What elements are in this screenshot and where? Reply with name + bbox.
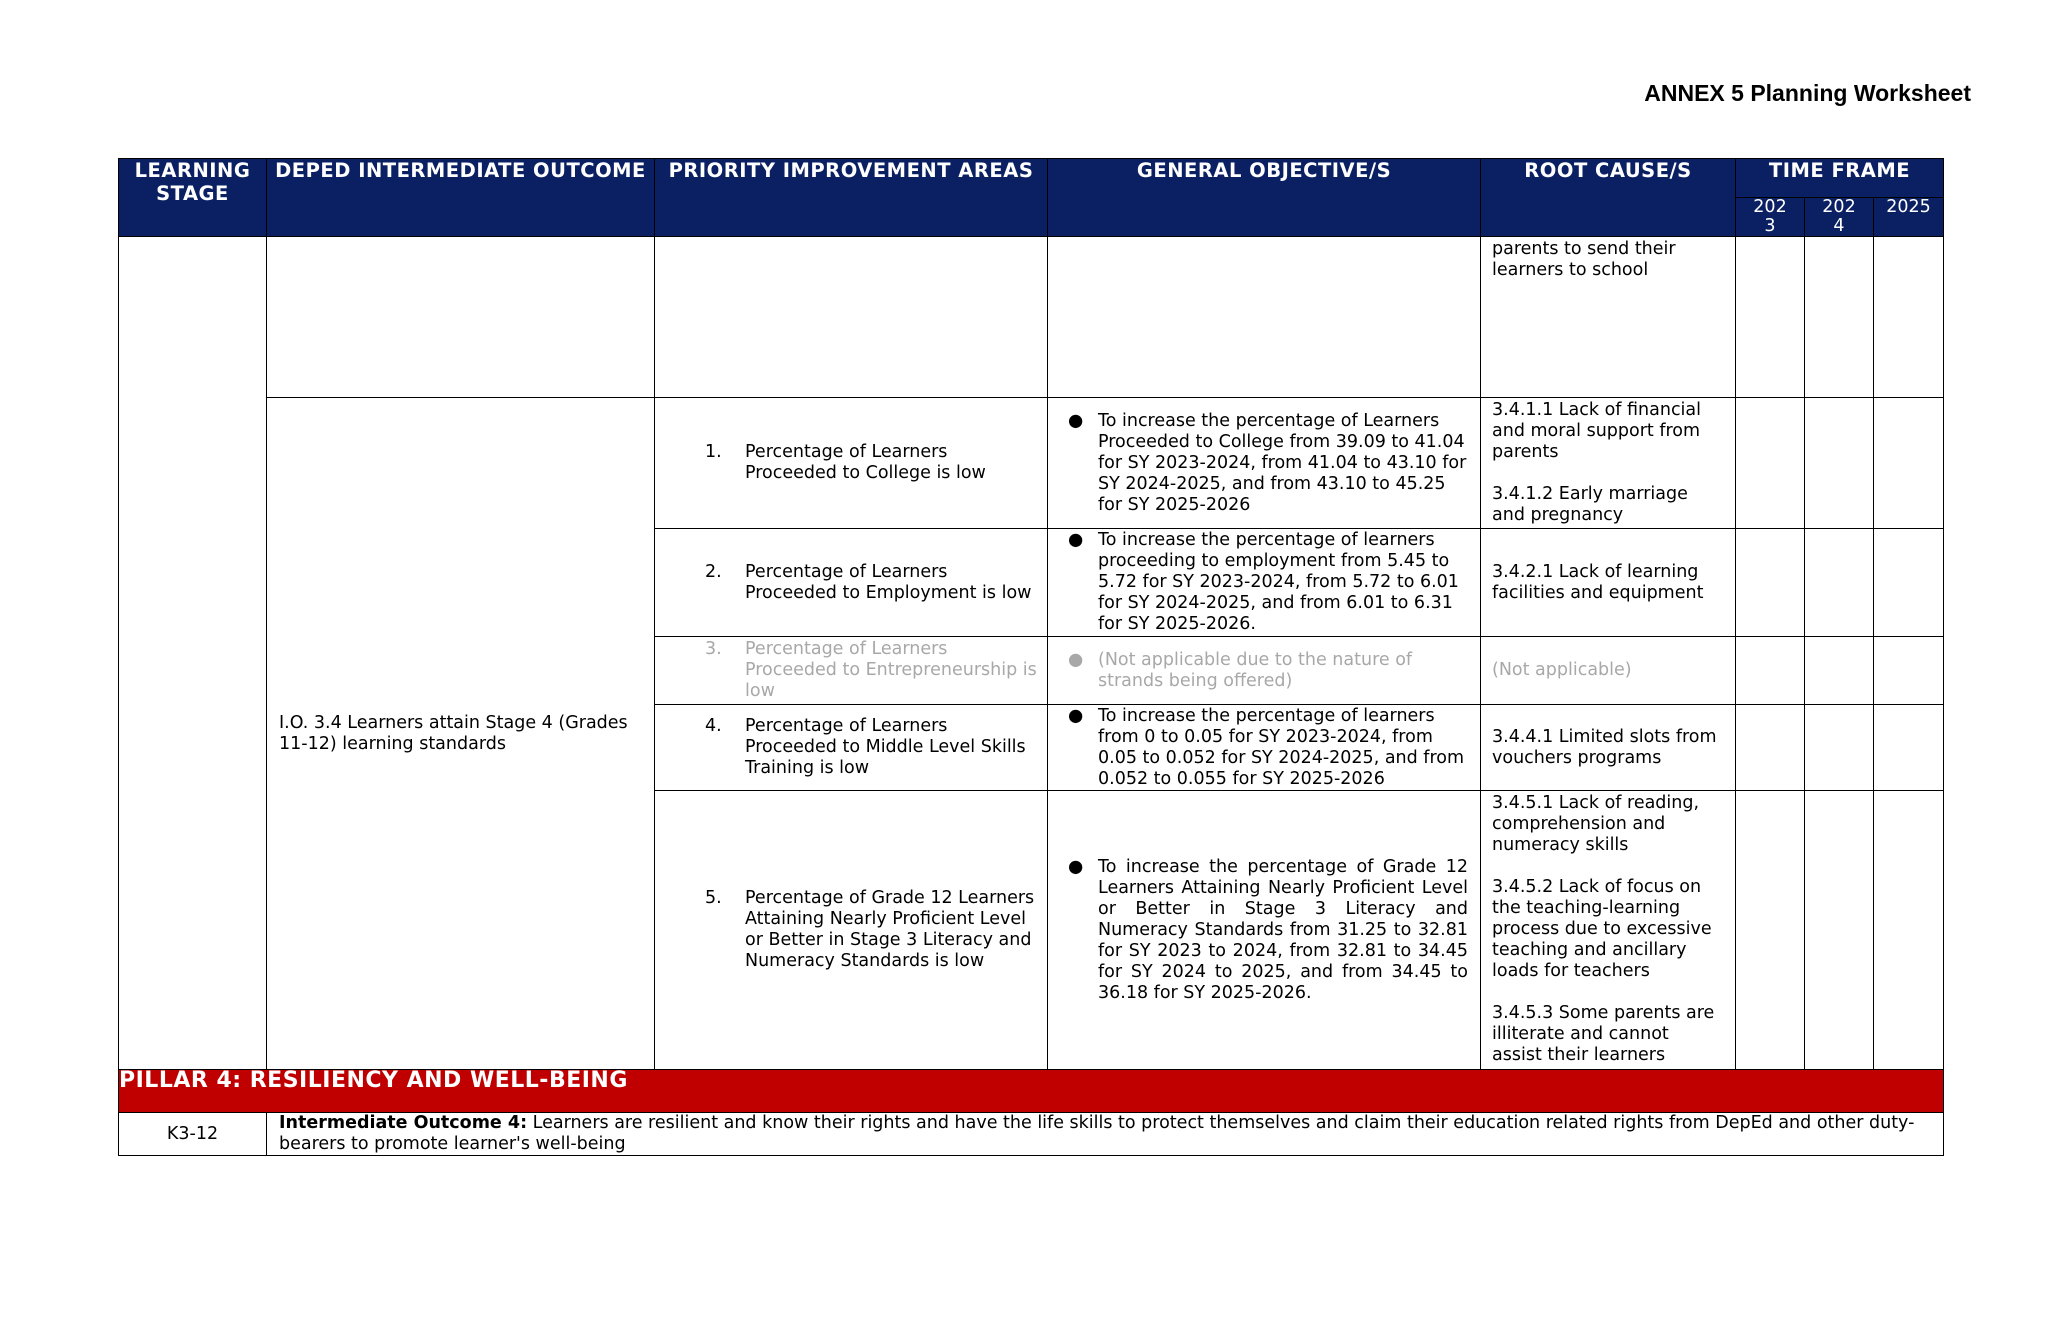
pillar-title: PILLAR 4: RESILIENCY AND WELL-BEING xyxy=(119,1070,1944,1113)
table-row-continued xyxy=(119,237,1944,398)
col-outcome: DEPED INTERMEDIATE OUTCOME xyxy=(267,159,655,237)
objective: ● To increase the percentage of Learners Proceeded to College from 39.09 to 41.04 for SY 2023-2024, from 41.04 to 43.10 for SY 2024-2025, and from 43.10 to 45.25 for SY 2025-2026 xyxy=(1048,398,1481,529)
year-2023: 202 3 xyxy=(1736,198,1805,237)
bullet-icon: ● xyxy=(1068,705,1084,726)
bullet-icon: ● xyxy=(1068,649,1084,670)
planning-worksheet-table xyxy=(118,158,1944,1156)
objective: ● To increase the percentage of learners proceeding to employment from 5.45 to 5.72 for SY 2023-2024, from 5.72 to 6.01 for SY 2024-2025, and from 6.01 to 6.31 for SY 2025-2026. xyxy=(1048,529,1481,637)
learning-stage-value: K3-12 xyxy=(119,1113,267,1156)
root-cause: 3.4.2.1 Lack of learning facilities and equipment xyxy=(1481,529,1736,637)
table-row xyxy=(119,1113,1944,1156)
priority-area: 5. Percentage of Grade 12 Learners Attaining Nearly Proficient Level or Better in Stage 3 Literacy and Numeracy Standards is low xyxy=(655,791,1048,1070)
col-learning-stage: LEARNING STAGE xyxy=(119,159,267,237)
bullet-icon: ● xyxy=(1068,856,1084,877)
table-row xyxy=(119,398,1944,529)
outcome-cell: I.O. 3.4 Learners attain Stage 4 (Grades 11-12) learning standards xyxy=(267,398,655,1070)
col-priority: PRIORITY IMPROVEMENT AREAS xyxy=(655,159,1048,237)
priority-area: 4. Percentage of Learners Proceeded to Middle Level Skills Training is low xyxy=(655,705,1048,791)
col-objectives: GENERAL OBJECTIVE/S xyxy=(1048,159,1481,237)
year-2024: 202 4 xyxy=(1805,198,1874,237)
objective: ● (Not applicable due to the nature of strands being offered) xyxy=(1048,637,1481,705)
objective: ● To increase the percentage of Grade 12 Learners Attaining Nearly Proficient Level or Better in Stage 3 Literacy and Numeracy Standards from 31.25 to 32.81 for SY 2023 to 2024, from 32.81 to 34.45 for SY 2024 to 2025, and from 34.45 to 36.18 for SY 2025-2026. xyxy=(1048,791,1481,1070)
bullet-icon: ● xyxy=(1068,530,1084,550)
year-2025: 2025 xyxy=(1874,198,1944,237)
root-cause: 3.4.1.1 Lack of financial and moral support from parents 3.4.1.2 Early marriage and pregnancy xyxy=(1481,398,1736,529)
pillar-row xyxy=(119,1070,1944,1113)
intermediate-outcome-4: Intermediate Outcome 4: Learners are resilient and know their rights and have the life skills to protect themselves and claim their education related rights from DepEd and other duty-bearers to promote learner's well-being xyxy=(267,1113,1944,1156)
root-cause: 3.4.4.1 Limited slots from vouchers programs xyxy=(1481,705,1736,791)
priority-area: 1. Percentage of Learners Proceeded to College is low xyxy=(655,398,1048,529)
col-root-causes: ROOT CAUSE/S xyxy=(1481,159,1736,237)
root-cause-continued: parents to send their learners to school xyxy=(1481,237,1736,398)
learning-stage-cell xyxy=(119,237,267,1070)
bullet-icon: ● xyxy=(1068,410,1084,431)
priority-area: 3. Percentage of Learners Proceeded to Entrepreneurship is low xyxy=(655,637,1048,705)
col-time-frame: TIME FRAME xyxy=(1736,159,1944,198)
priority-area: 2. Percentage of Learners Proceeded to Employment is low xyxy=(655,529,1048,637)
root-cause: 3.4.5.1 Lack of reading, comprehension and numeracy skills 3.4.5.2 Lack of focus on the teaching-learning process due to excessive teaching and ancillary loads for teachers 3.4.5.3 Some parents are illiterate and cannot assist their learners xyxy=(1481,791,1736,1070)
annex-title: ANNEX 5 Planning Worksheet xyxy=(1644,80,1971,106)
root-cause: (Not applicable) xyxy=(1481,637,1736,705)
objective: ● To increase the percentage of learners from 0 to 0.05 for SY 2023-2024, from 0.05 to 0.052 for SY 2024-2025, and from 0.052 to 0.055 for SY 2025-2026 xyxy=(1048,705,1481,791)
